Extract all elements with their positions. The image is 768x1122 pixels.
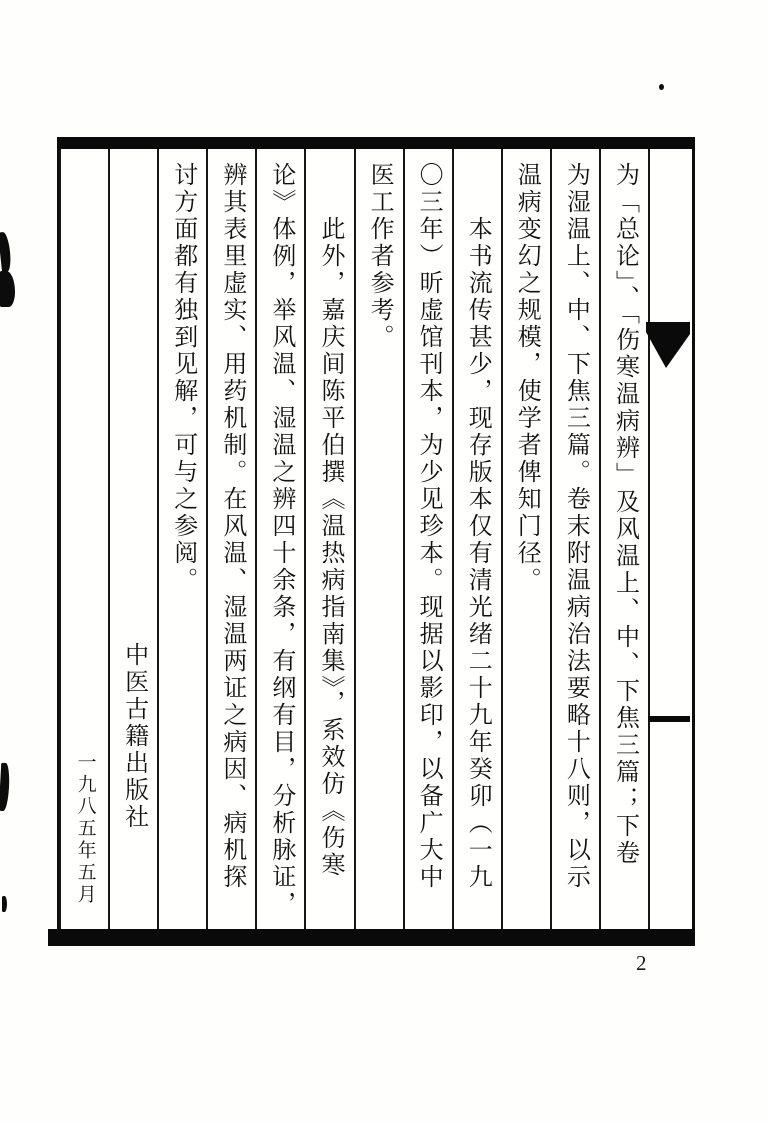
column-text: 为湿温上、中、下焦三篇。卷末附温病治法要略十八则，以示 — [562, 162, 589, 891]
ink-smudge — [0, 763, 10, 811]
fold-mark-line — [648, 716, 690, 722]
fold-mark-triangle-icon — [646, 322, 690, 368]
ink-smudge — [2, 896, 7, 912]
column-text: 〇三年）昕虚馆刊本，为少见珍本。现据以影印，以备广大中 — [415, 162, 442, 891]
text-column-7 — [304, 149, 353, 929]
frame-top-rule — [57, 137, 695, 149]
column-text: 此外，嘉庆间陈平伯撰《温热病指南集》，系效仿《伤寒 — [316, 216, 343, 879]
column-text: 温病变幻之规模，使学者俾知门径。 — [513, 162, 540, 594]
text-block — [57, 149, 695, 929]
publisher-column — [108, 149, 157, 929]
ink-smudge — [0, 271, 15, 307]
column-text: 医工作者参考。 — [366, 162, 393, 351]
text-column-9 — [206, 149, 255, 929]
publication-date: 一九八五年五月 — [74, 752, 96, 906]
text-column-10 — [157, 149, 206, 929]
column-text: 论》体例，举风温、湿温之辨四十余条，有纲有目，分析脉证， — [267, 162, 294, 918]
text-column-4 — [452, 149, 501, 929]
column-text: 辨其表里虚实、用药机制。在风温、湿温两证之病因、病机探 — [218, 162, 245, 891]
text-column-5 — [403, 149, 452, 929]
column-text: 本书流传甚少，现存版本仅有清光绪二十九年癸卯（一九 — [464, 216, 491, 891]
margin-column — [648, 149, 692, 929]
column-text: 为「总论」、「伤寒温病辨」及风温上、中、下焦三篇；下卷 — [611, 162, 638, 867]
publisher-name: 中医古籍出版社 — [120, 642, 147, 831]
text-column-6 — [354, 149, 403, 929]
text-column-3 — [501, 149, 550, 929]
publication-date-column — [59, 149, 108, 929]
column-text: 讨方面都有独到见解，可与之参阅。 — [169, 162, 196, 594]
frame-bottom-rule — [48, 929, 695, 946]
page-number: 2 — [636, 951, 647, 975]
text-column-8 — [255, 149, 304, 929]
text-column-2 — [550, 149, 599, 929]
ink-smudge — [0, 232, 12, 273]
ink-speck — [659, 84, 664, 90]
page-frame — [57, 137, 695, 946]
text-column-1 — [599, 149, 648, 929]
